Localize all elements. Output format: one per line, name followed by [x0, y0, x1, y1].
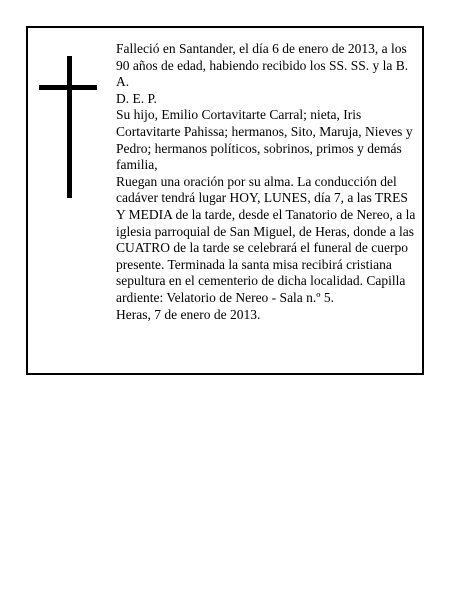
notice-text	[116, 41, 416, 323]
obituary-notice	[26, 26, 424, 375]
death-announcement: Falleció en Santander, el día 6 de enero de 2013, a los 90 años de edad, habiendo recibido los SS. SS. y la B. A.	[116, 41, 409, 90]
funeral-details: Ruegan una oración por su alma. La conducción del cadáver tendrá lugar HOY, LUNES, día 7, a las TRES Y MEDIA de la tarde, desde el Tanatorio de Nereo, a la iglesia parroquial de San Miguel, de Heras, donde a las CUATRO de la tarde se celebrará el funeral de cuerpo presente. Terminada la santa misa recibirá cristiana sepultura en el cementerio de dicha localidad. Capilla ardiente: Velatorio de Nereo - Sala n.º 5.	[116, 173, 416, 305]
cross-horizontal-bar	[39, 85, 97, 90]
cross-vertical-bar	[67, 56, 72, 198]
place-date-line: Heras, 7 de enero de 2013.	[116, 306, 261, 322]
mourners-list: Su hijo, Emilio Cortavitarte Carral; nieta, Iris Cortavitarte Pahissa; hermanos, Sito, Maruja, Nieves y Pedro; hermanos políticos, sobrinos, primos y demás familia,	[116, 107, 413, 173]
rip-line: D. E. P.	[116, 90, 157, 106]
